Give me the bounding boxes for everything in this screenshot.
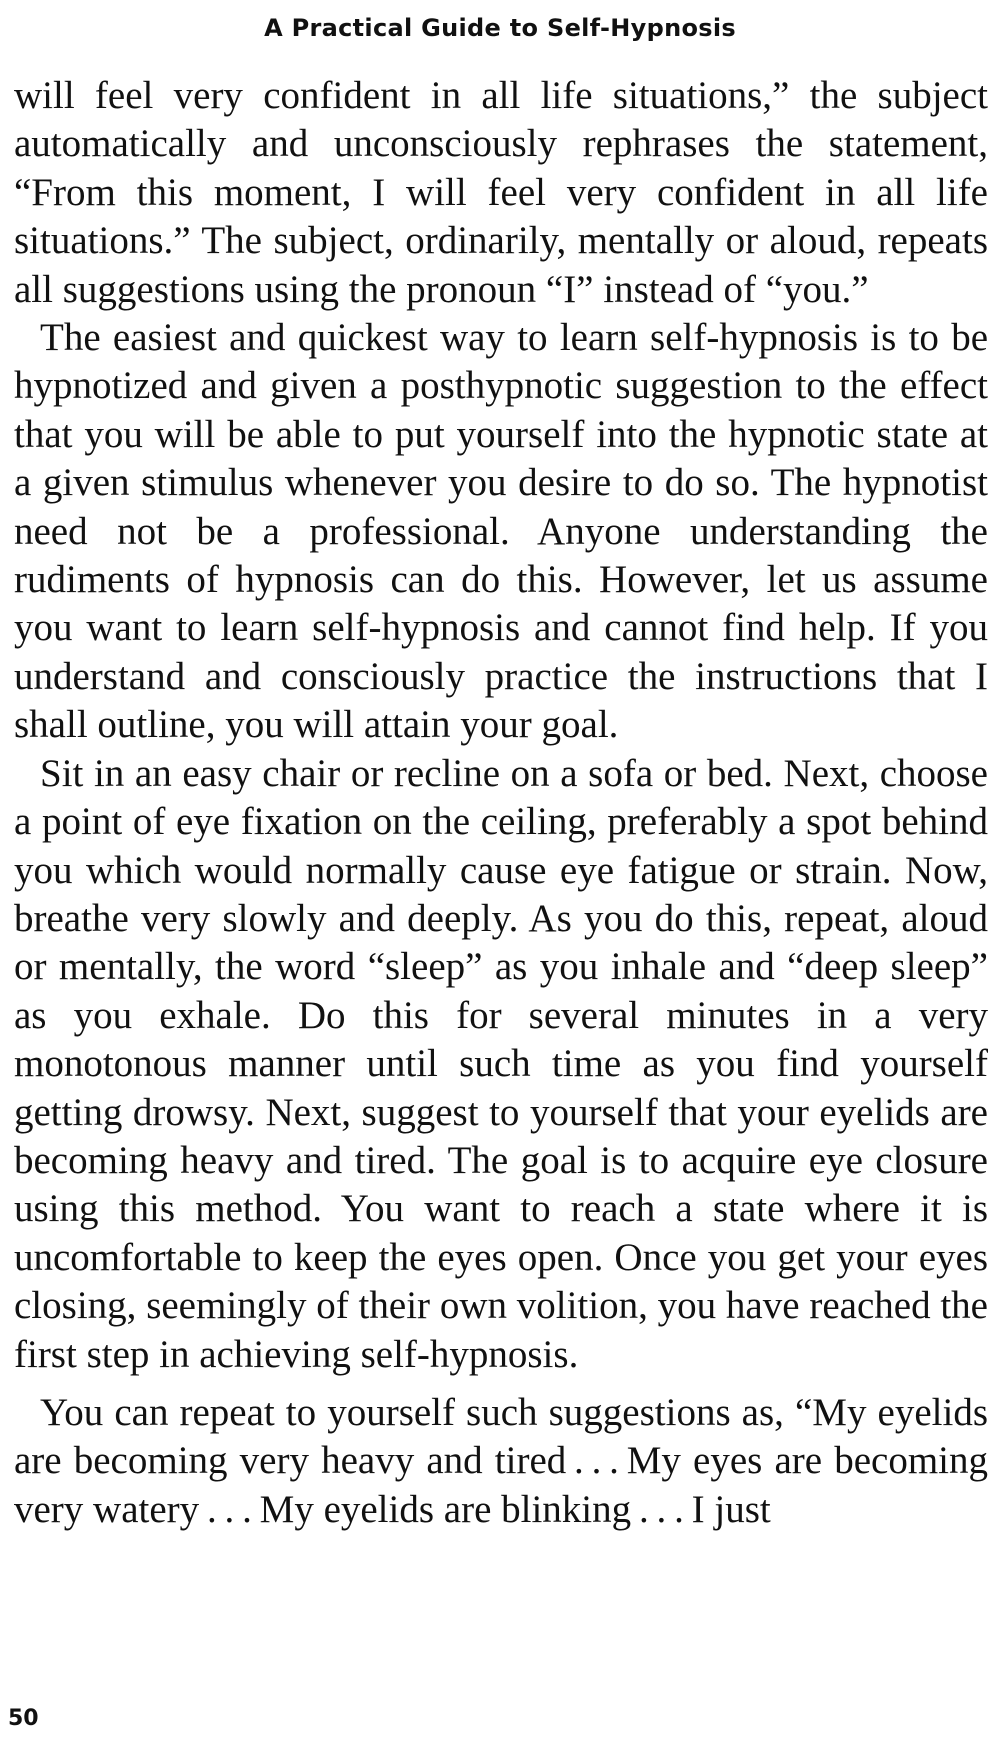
paragraph-instructions: Sit in an easy chair or recline on a sofa or bed. Next, choose a point of eye fixation on the ceiling, preferably a spot behind you which would normally cause eye fatigue or strain. Now, breathe very slowly and deeply. As you do this, repeat, aloud or mentally, the word “sleep” as you inhale and “deep sleep” as you exhale. Do this for several minutes in a very monotonous manner until such time as you find yourself getting drowsy. Next, suggest to yourself that your eyelids are becoming heavy and tired. The goal is to acquire eye closure using this method. You want to reach a state where it is uncomfortable to keep the eyes open. Once you get your eyes closing, seemingly of their own volition, you have reached the first step in achieving self-hypnosis.: [14, 751, 988, 1376]
running-head: A Practical Guide to Self-Hypnosis: [264, 14, 736, 42]
body-text: [14, 72, 988, 1534]
paragraph-learning: The easiest and quickest way to learn self-hypnosis is to be hypnotized and given a posthypnotic suggestion to the effect that you will be able to put yourself into the hypnotic state at a given stimulus whenever you desire to do so. The hypnotist need not be a professional. Anyone understanding the rudiments of hypnosis can do this. However, let us assume you want to learn self-hypnosis and cannot find help. If you understand and consciously practice the instructions that I shall outline, you will attain your goal.: [14, 316, 988, 747]
page-number: 50: [8, 1706, 39, 1731]
paragraph-continuation: will feel very confident in all life situations,” the subject automatically and unconsciously rephrases the statement, “From this moment, I will feel very confident in all life situations.” The subject, ordinarily, mentally or aloud, repeats all suggestions using the pronoun “I” instead of “you.”: [14, 74, 988, 311]
paragraph-suggestions: You can repeat to yourself such suggestions as, “My eyelids are becoming very heavy and tired . . . My eyes are becoming very watery . . . My eyelids are blinking . . . I just: [14, 1390, 988, 1531]
